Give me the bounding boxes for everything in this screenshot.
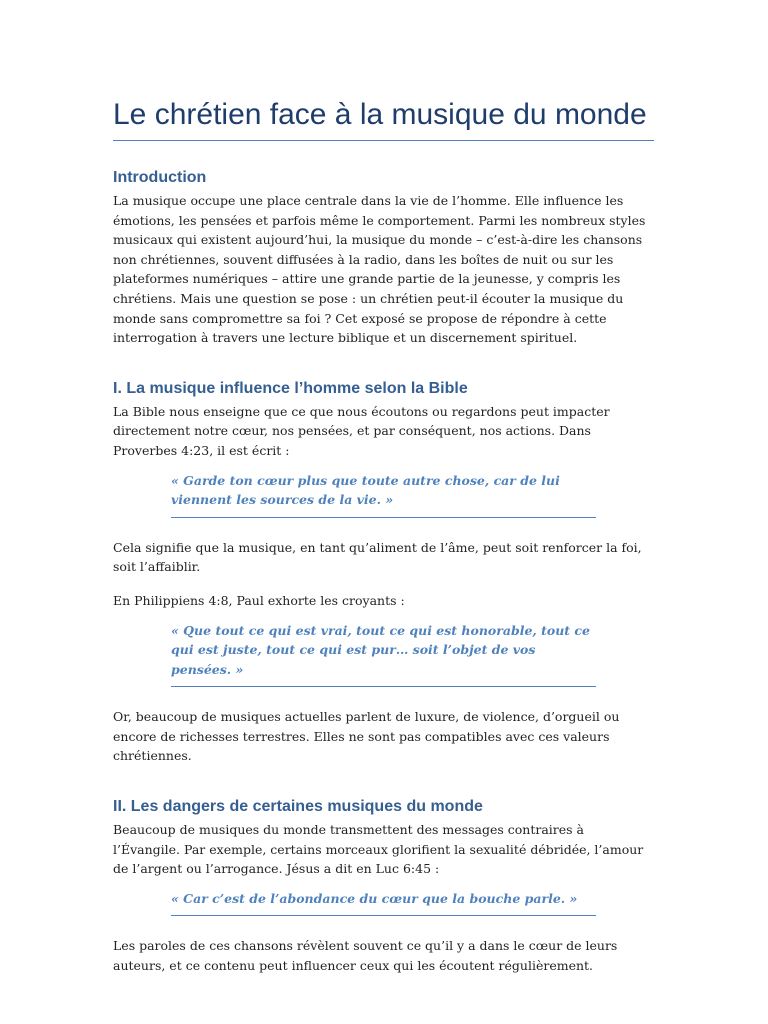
document-title: Le chrétien face à la musique du monde xyxy=(113,96,654,141)
bible-quote-luc: « Car c’est de l’abondance du cœur que la bouche parle. » xyxy=(171,889,596,917)
section-1-paragraph-4: Or, beaucoup de musiques actuelles parlent de luxure, de violence, d’orgueil ou encore de richesses terrestres. Elles ne sont pas compatibles avec ces valeurs chrétiennes. xyxy=(113,709,620,764)
section-1-heading: I. La musique influence l’homme selon la Bible xyxy=(113,379,468,397)
bible-quote-philippiens: « Que tout ce qui est vrai, tout ce qui est honorable, tout ce qui est juste, tout ce qui est pur… soit l’objet de vos pensées. » xyxy=(171,621,596,688)
section-2-paragraph-2: Les paroles de ces chansons révèlent souvent ce qu’il y a dans le cœur de leurs auteurs, et ce contenu peut influencer ceux qui les écoutent régulièrement. xyxy=(113,938,618,974)
bible-quote-proverbes: « Garde ton cœur plus que toute autre chose, car de lui viennent les sources de la vie. » xyxy=(171,471,596,518)
section-2-heading: II. Les dangers de certaines musiques du monde xyxy=(113,798,483,816)
section-1-paragraph-1: La Bible nous enseigne que ce que nous écoutons ou regardons peut impacter directement notre cœur, nos pensées, et par conséquent, nos actions. Dans Proverbes 4:23, il est écrit : xyxy=(113,403,610,458)
introduction-paragraph: La musique occupe une place centrale dans la vie de l’homme. Elle influence les émotions, les pensées et parfois même le comportement. Parmi les nombreux styles musicaux qui existent aujourd’hui, la musique du monde – c’est-à-dire les chansons non chrétiennes, souvent diffusées à la radio, dans les boîtes de nuit ou sur les plateformes numériques – attire une grande partie de la jeunesse, y compris les chrétiens. Mais une question se pose : un chrétien peut-il écouter la musique du monde sans compromettre sa foi ? Cet exposé se propose de répondre à cette interrogation à travers une lecture biblique et un discernement spirituel. xyxy=(113,193,646,346)
section-1-paragraph-2: Cela signifie que la musique, en tant qu’aliment de l’âme, peut soit renforcer la foi, soit l’affaiblir. xyxy=(113,539,642,575)
section-2-paragraph-1: Beaucoup de musiques du monde transmettent des messages contraires à l’Évangile. Par exemple, certains morceaux glorifient la sexualité débridée, l’amour de l’argent ou l’arrogance. Jésus a dit en Luc 6:45 : xyxy=(113,822,644,877)
section-1-paragraph-3: En Philippiens 4:8, Paul exhorte les croyants : xyxy=(113,592,405,608)
introduction-heading: Introduction xyxy=(113,169,207,186)
